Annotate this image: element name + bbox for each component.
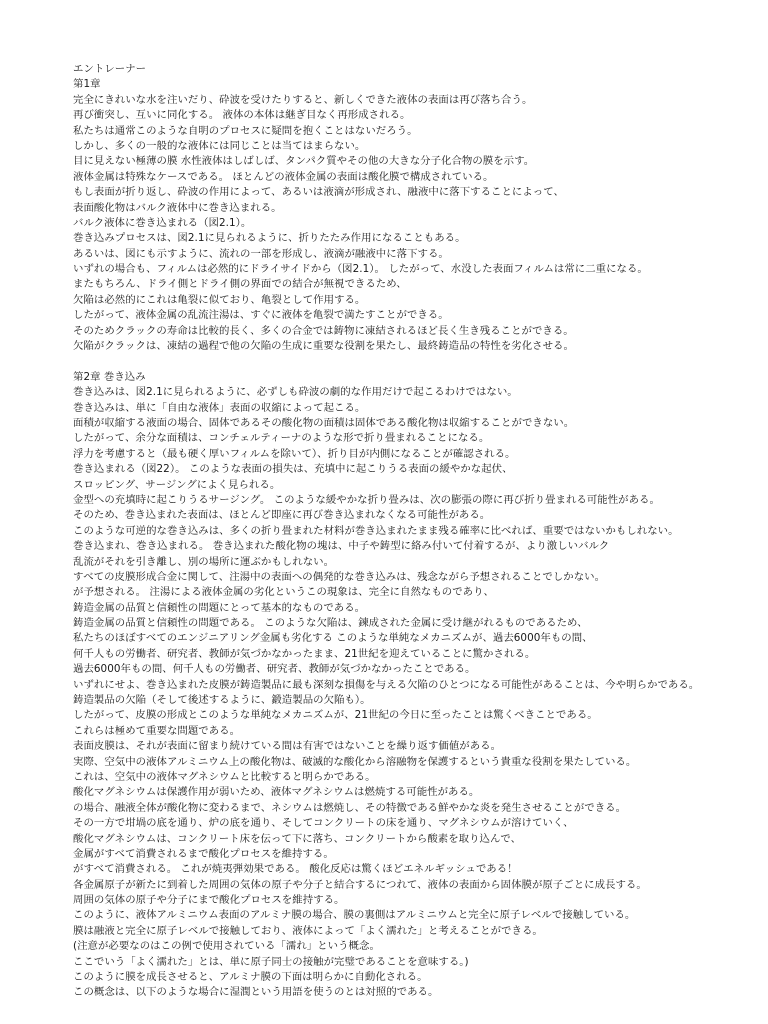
text-line: バルク液体に巻き込まれる（図2.1）。 (73, 216, 252, 229)
text-line: 私たちのほぼすべてのエンジニアリング金属も劣化する このような単純なメカニズムが、過去6000年もの間、 (73, 632, 593, 645)
text-line: ここでいう「よく濡れた」とは、単に原子同士の接触が完璧であることを意味する。) (73, 955, 469, 968)
text-line: 実際、空気中の液体アルミニウム上の酸化物は、破滅的な酸化から溶融物を保護するという貴重な役割を果たしている。 (73, 755, 637, 768)
text-line: しかし、多くの一般的な液体には同じことは当てはまらない。 (73, 139, 366, 152)
text-line: その一方で坩堝の底を通り、炉の底を通り、そしてコンクリートの床を通り、マグネシウムが溶けていく、 (73, 817, 574, 830)
text-line: 欠陥は必然的にこれは亀裂に似ており、亀裂として作用する。 (73, 293, 366, 306)
text-line: (注意が必要なのはこの例で使用されている「濡れ」という概念。 (73, 940, 380, 953)
text-line: またもちろん、ドライ側とドライ側の界面での結合が無視できるため、 (73, 278, 407, 291)
text-line: このように、液体アルミニウム表面のアルミナ膜の場合、膜の裏側はアルミニウムと完全に原子レベルで接触している。 (73, 909, 636, 922)
text-line: したがって、余分な面積は、コンチェルティーナのような形で折り畳まれることになる。 (73, 432, 490, 445)
text-line: 面積が収縮する液面の場合、固体であるその酸化物の面積は固体である酸化物は収縮することができない。 (73, 416, 575, 429)
text-line: 巻き込まれる（図22）。 このような表面の損失は、充填中に起こりうる表面の緩やかな起伏、 (73, 463, 513, 476)
text-line: この概念は、以下のような場合に湿潤という用語を使うのとは対照的である。 (73, 986, 439, 999)
text-line: 巻き込みは、図2.1に見られるように、必ずしも砕波の劇的な作用だけで起こるわけではない。 (73, 386, 518, 399)
text-line: したがって、液体金属の乱流注湯は、すぐに液体を亀裂で満たすことができる。 (73, 309, 449, 322)
text-line: いずれの場合も、フィルムは必然的にドライサイドから（図2.1）。 したがって、水没した表面フィルムは常に二重になる。 (73, 263, 648, 276)
text-line: 金属がすべて消費されるまで酸化プロセスを維持する。 (73, 847, 334, 860)
text-line: が予想される。 注湯による液体金属の劣化というこの現象は、完全に自然なものであり、 (73, 586, 494, 599)
text-line: 酸化マグネシウムは、コンクリート床を伝って下に落ち、コンクリートから酸素を取り込んで、 (73, 832, 522, 845)
paragraph-gap (73, 354, 753, 369)
text-line: 過去6000年もの間、何千人もの労働者、研究者、教師が気づかなかったことである。 (73, 663, 476, 676)
text-line: これらは極めて重要な問題である。 (73, 724, 241, 737)
text-line: 金型への充填時に起こりうるサージング。 このような緩やかな折り畳みは、次の膨張の際に再び折り畳まれる可能性がある。 (73, 493, 660, 506)
text-line: そのため、巻き込まれた表面は、ほとんど即座に再び巻き込まれなくなる可能性がある。 (73, 509, 491, 522)
text-line: 鋳造製品の欠陥（そして後述するように、鍛造製品の欠陥も）。 (73, 694, 371, 707)
text-line: 欠陥がクラックは、凍結の過程で他の欠陥の生成に重要な役割を果たし、最終鋳造品の特性を劣化させる。 (73, 340, 574, 353)
text-line: 第2章 巻き込み (73, 370, 146, 383)
text-line: 周囲の気体の原子や分子にまで酸化プロセスを維持する。 (73, 894, 345, 907)
text-line: 乱流がそれを引き離し、別の場所に運ぶかもしれない。 (73, 555, 335, 568)
text-line: がすべて消費される。 これが焼夷弾効果である。 酸化反応は驚くほどエネルギッシュである！ (73, 863, 518, 876)
text-line: 巻き込まれ、巻き込まれる。 巻き込まれた酸化物の塊は、中子や鋳型に絡み付いて付着するが、より激しいバルク (73, 540, 610, 553)
text-line: 鋳造金属の品質と信頼性の問題にとって基本的なものである。 (73, 601, 366, 614)
text-line: 鋳造金属の品質と信頼性の問題である。 このような欠陥は、鍊成された金属に受け継がれるものであるため、 (73, 617, 588, 630)
text-line: 液体金属は特殊なケースである。 ほとんどの液体金属の表面は酸化膜で構成されている。 (73, 170, 494, 183)
text-line: 巻き込みプロセスは、図2.1に見られるように、折りたたみ作用になることもある。 (73, 232, 466, 245)
text-line: あるいは、図にも示すように、流れの一部を形成し、液滴が融液中に落下する。 (73, 247, 449, 260)
text-line: 目に見えない極薄の膜 水性液体はしばしば、タンパク質やその他の大きな分子化合物の膜を示す。 (73, 155, 535, 168)
text-line: 完全にきれいな水を注いだり、砕波を受けたりすると、新しくできた液体の表面は再び落ち合う。 (73, 93, 533, 106)
text-line: 何千人もの労働者、研究者、教師が気づかなかったまま、21世紀を迎えていることに驚かされる。 (73, 647, 536, 660)
text-line: 膜は融液と完全に原子レベルで接触しており、液体によって「よく濡れた」と考えることができる。 (73, 924, 543, 937)
text-line: このように膜を成長させると、アルミナ膜の下面は明らかに自動化される。 (73, 971, 428, 984)
text-line: 再び衝突し、互いに同化する。 液体の本体は継ぎ目なく再形成される。 (73, 109, 411, 122)
text-line: これは、空気中の液体マグネシウムと比較すると明らかである。 (73, 770, 376, 783)
text-line: 酸化マグネシウムは保護作用が弱いため、液体マグネシウムは燃焼する可能性がある。 (73, 786, 480, 799)
text-line: もし表面が折り返し、砕波の作用によって、あるいは液滴が形成され、融液中に落下することによって、 (73, 186, 564, 199)
text-line: の場合、融液全体が酸化物に変わるまで、ネシウムは燃焼し、その特徴である鮮やかな炎を発生させることができる。 (73, 801, 627, 814)
text-line: スロッピング、サージングによく見られる。 (73, 478, 281, 491)
text-line: すべての皮膜形成合金に関して、注湯中の表面への偶発的な巻き込みは、残念ながら予想されることでしかない。 (73, 570, 606, 583)
text-line: そのためクラックの寿命は比較的長く、多くの合金では鋳物に凍結されるほど長く生き残ることができる。 (73, 324, 574, 337)
text-line: 第1章 (73, 78, 101, 91)
text-line: したがって、皮膜の形成とこのような単純なメカニズムが、21世紀の今日に至ったことは驚くべきことである。 (73, 709, 598, 722)
text-line: 表面皮膜は、それが表面に留まり続けている間は有害ではないことを繰り返す価値がある。 (73, 740, 502, 753)
text-line: このような可逆的な巻き込みは、多くの折り畳まれた材料が巻き込まれたまま残る確率に比べれば、重要ではないかもしれない。 (73, 524, 679, 537)
text-line: 巻き込みは、単に「自由な液体」表面の収縮によって起こる。 (73, 401, 366, 414)
text-line: 私たちは通常このような自明のプロセスに疑問を抱くことはないだろう。 (73, 124, 418, 137)
text-line: 各金属原子が新たに到着した周囲の気体の原子や分子と結合するにつれて、液体の表面から固体膜が原子ごとに成長する。 (73, 878, 647, 891)
text-line: 浮力を考慮すると（最も硬く厚いフィルムを除いて）、折り目が内側になることが確認される。 (73, 447, 516, 460)
text-line: いずれにせよ、巻き込まれた皮膜が鋳造製品に最も深刻な損傷を与える欠陥のひとつになる可能性があることは、今や明らかである。 (73, 678, 700, 691)
text-line: エントレーナー (73, 63, 147, 75)
text-line: 表面酸化物はバルク液体中に巻き込まれる。 (73, 201, 282, 214)
document-page (73, 62, 753, 1001)
